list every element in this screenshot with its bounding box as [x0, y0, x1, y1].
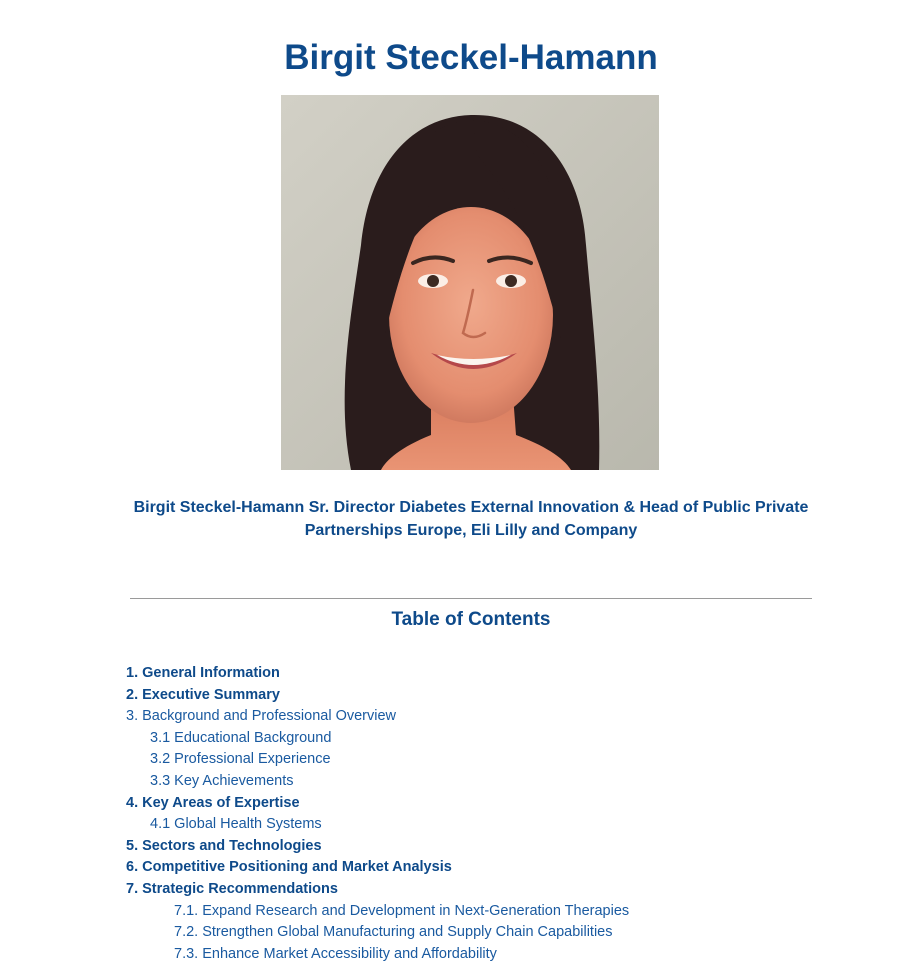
toc-item[interactable]: 1. General Information	[126, 665, 280, 681]
table-of-contents	[126, 663, 846, 965]
profile-subtitle: Birgit Steckel-Hamann Sr. Director Diabetes External Innovation & Head of Public Private Partnerships Europe, Eli Lilly and Company	[133, 499, 809, 539]
toc-item[interactable]: 7.2. Strengthen Global Manufacturing and Supply Chain Capabilities	[174, 924, 613, 941]
toc-item[interactable]: 7.1. Expand Research and Development in Next-Generation Therapies	[174, 902, 630, 919]
toc-heading: Table of Contents	[391, 609, 551, 630]
page-title: Birgit Steckel-Hamann	[284, 38, 658, 77]
toc-item[interactable]: 4.1 Global Health Systems	[150, 816, 322, 833]
toc-item[interactable]: 3.3 Key Achievements	[150, 772, 294, 789]
toc-item[interactable]: 5. Sectors and Technologies	[126, 837, 322, 854]
toc-item[interactable]: 2. Executive Summary	[126, 686, 280, 703]
toc-item[interactable]: 4. Key Areas of Expertise	[126, 794, 300, 811]
profile-photo	[281, 95, 659, 470]
toc-item[interactable]: 3.1 Educational Background	[150, 729, 332, 746]
toc-item[interactable]: 7. Strategic Recommendations	[126, 880, 338, 897]
toc-item[interactable]: 6. Competitive Positioning and Market Analysis	[126, 859, 452, 876]
toc-item[interactable]: 7.3. Enhance Market Accessibility and Affordability	[174, 945, 497, 962]
toc-item[interactable]: 3.2 Professional Experience	[150, 751, 331, 768]
toc-item[interactable]: 3. Background and Professional Overview	[126, 708, 397, 725]
section-divider	[130, 598, 812, 599]
